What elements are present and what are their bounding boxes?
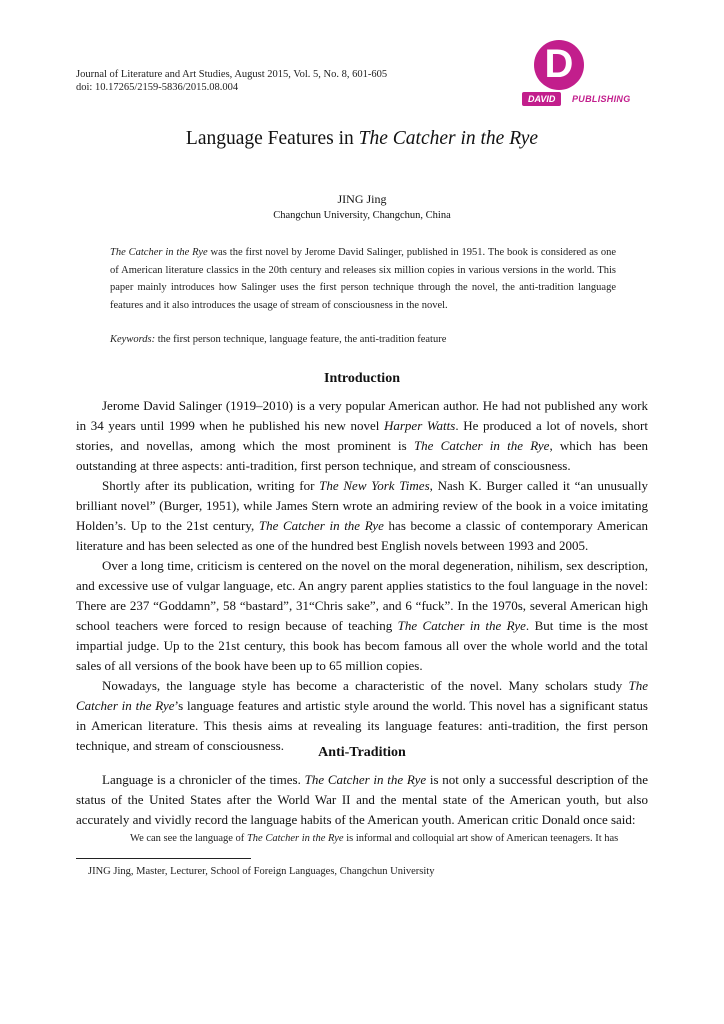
text-run: Over a long time, criticism is centered on the novel on the moral degeneration, nihilism, sex description, and excessive use of vulgar language, etc. An angry parent applies statistics to the foul language in the novel: There are 237 “Goddamn”, 58 “bastard”, 31“Chris sake”, and 6 “fuck”. In the 1970s, several American high school teachers were forced to resign because of teaching [76,558,648,633]
italic-title: The Catcher in the Rye [413,438,550,453]
footnote: JING Jing, Master, Lecturer, School of Foreign Languages, Changchun University [88,866,435,877]
section-heading-introduction: Introduction [324,371,400,386]
italic-title: The Catcher in the Rye [258,518,384,533]
text-run: is not only a successful description of the status of the United States after the World War II and the mental state of the American youth, but also accurately and vividly record the language habits of the American youth. American critic Donald once said: [76,772,648,827]
text-run: , which has been outstanding at three aspects: anti-tradition, first person technique, and stream of consciousness. [76,438,649,473]
paragraph [76,770,648,830]
text-run: has become a classic of contemporary American literature and has been selected as one of the hundred best English novels between 1993 and 2005. [76,518,648,553]
text-run: We can see the language of [130,833,247,844]
italic-title: The Catcher in the Rye [76,678,648,713]
block-quote [130,833,618,844]
italic-title: The New York Times [319,478,430,493]
paragraph [76,396,648,476]
footnote-divider [76,858,251,859]
paragraph [76,556,648,676]
text-run: Nowadays, the language style has become a characteristic of the novel. Many scholars study [102,678,629,693]
section-heading-anti-tradition: Anti-Tradition [318,745,406,760]
paragraph [76,476,648,556]
text-run: . But time is the most impartial judge. Up to the 21st century, this book has becom famous all over the whole world and the total sales of all versions of the book have been up to 65 million copies. [76,618,648,673]
italic-title: Harper Watts [383,418,456,433]
publisher-logo [518,40,658,110]
logo-brand: DAVID [522,92,561,106]
abstract-italic-lead: The Catcher in the Rye [110,247,208,258]
journal-citation: Journal of Literature and Art Studies, August 2015, Vol. 5, No. 8, 601-605 [76,69,388,80]
journal-info [76,68,387,94]
text-run: Language is a chronicler of the times. [102,772,305,787]
text-run: is informal and colloquial art show of American teenagers. It has [343,833,619,844]
title-italic: The Catcher in the Rye [358,128,539,149]
text-run: ’s language features and artistic style around the world. This novel has a significant status in American literature. This thesis aims at revealing its language features: anti-tradition, the first person technique, and stream of consciousness. [76,698,648,753]
title-main: Language Features in [185,128,359,149]
keywords [110,334,616,345]
abstract [110,244,616,314]
text-run: . He produced a lot of novels, short stories, and novellas, among which the most prominent is [76,418,648,453]
logo-suffix: PUBLISHING [572,94,631,104]
italic-title: The Catcher in the Rye [304,772,427,787]
logo-letter: D [544,42,574,86]
introduction-body [76,396,648,756]
italic-title: The Catcher in the Rye [397,618,526,633]
affiliation: Changchun University, Changchun, China [273,210,451,221]
keywords-label: Keywords: [110,334,156,345]
keywords-text: the first person technique, language feature, the anti-tradition feature [155,334,447,345]
text-run: Shortly after its publication, writing for [102,478,320,493]
logo-band [518,92,656,106]
author-name: JING Jing [337,192,387,206]
text-run: Jerome David Salinger (1919–2010) is a very popular American author. He had not published any work in 34 years until 1999 when he published his new novel [76,398,648,433]
abstract-text: was the first novel by Jerome David Salinger, published in 1951. The book is considered as one of American literature classics in the 20th century and releases six million copies in various versions in the world. This paper mainly introduces how Salinger uses the first person technique through the novel, the anti-tradition language features and it also introduces the usage of stream of consciousness in the novel. [110,247,616,311]
paragraph [76,676,648,756]
doi: doi: 10.17265/2159-5836/2015.08.004 [76,82,239,93]
text-run: , Nash K. Burger called it “an unusually brilliant novel” (Burger, 1951), while James Stern wrote an admiring review of the book in a voice imitating Holden’s. Up to the 21st century, [76,478,648,533]
anti-tradition-body [76,770,648,830]
paper-title [0,128,724,150]
italic-title: The Catcher in the Rye [246,833,344,844]
